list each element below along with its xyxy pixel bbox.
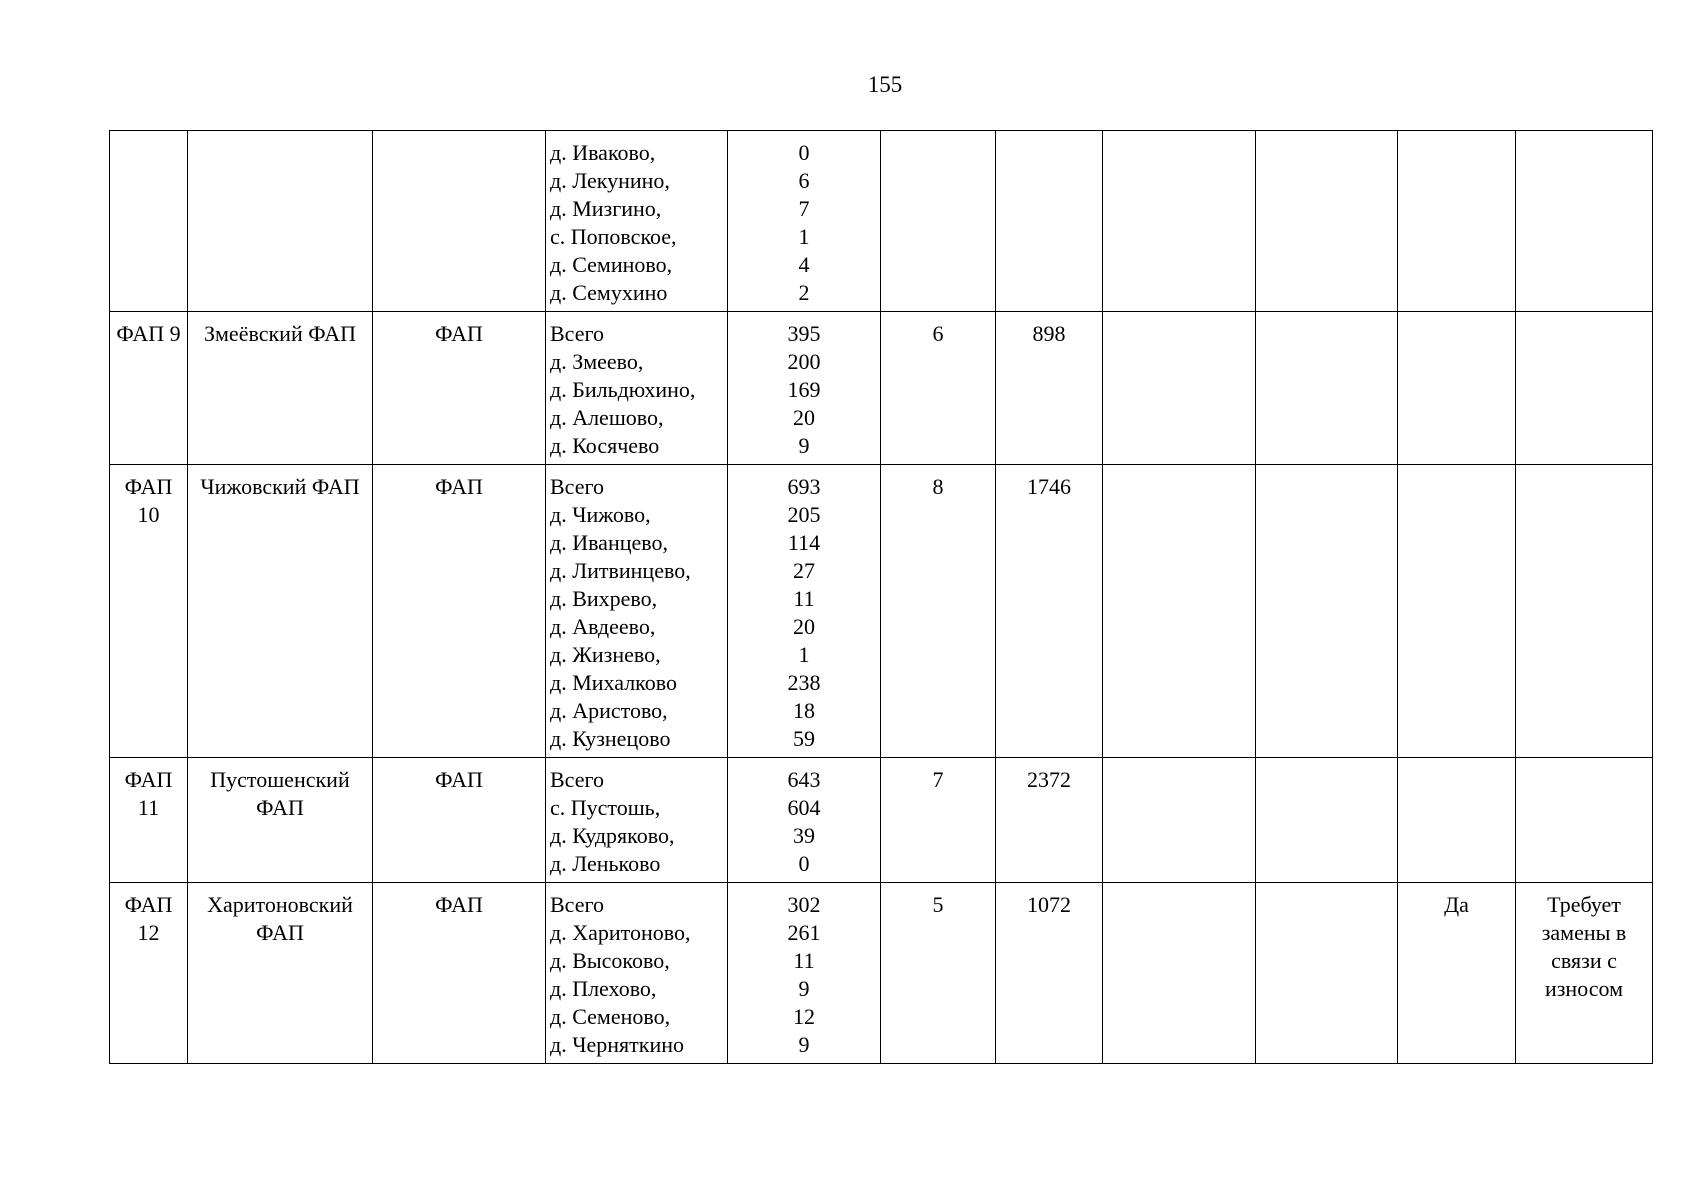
settlement-name: д. Лекунино,	[550, 168, 670, 193]
column-8-cell	[1103, 883, 1256, 1064]
settlement-name: д. Кузнецово	[550, 726, 671, 751]
column-10-cell	[1398, 312, 1516, 465]
settlement-name: д. Жизнево,	[550, 642, 661, 667]
settlement-name: д. Плехово,	[550, 976, 657, 1001]
column-6-cell	[881, 131, 996, 312]
population-value: 6	[798, 168, 810, 193]
column-6-cell	[881, 465, 996, 758]
table-body	[110, 131, 1653, 1064]
settlement-name: д. Литвинцево,	[550, 558, 691, 583]
fap-type-cell	[373, 883, 546, 1064]
population-cell	[728, 312, 881, 465]
settlement-name: д. Черняткино	[550, 1032, 684, 1057]
settlement-name: д. Иваково,	[550, 140, 656, 165]
settlement-name: Всего	[550, 767, 604, 792]
fap-name-cell	[188, 465, 373, 758]
notes-line: износом	[1544, 976, 1624, 1001]
column-6-value: 8	[932, 474, 944, 499]
population-value: 11	[793, 586, 815, 611]
population-cell	[728, 465, 881, 758]
column-8-cell	[1103, 312, 1256, 465]
fap-number-cell	[110, 465, 188, 758]
column-10-cell	[1398, 465, 1516, 758]
column-8-cell	[1103, 758, 1256, 883]
population-value: 395	[787, 321, 821, 346]
fap-type-cell	[373, 131, 546, 312]
population-value: 693	[787, 474, 821, 499]
settlement-name: д. Семиново,	[550, 252, 673, 277]
column-10-cell	[1398, 131, 1516, 312]
column-10-cell	[1398, 883, 1516, 1064]
settlement-name: с. Поповское,	[550, 224, 677, 249]
settlement-name: д. Косячево	[550, 433, 660, 458]
notes-cell	[1516, 465, 1653, 758]
column-7-value: 2372	[1027, 767, 1071, 792]
population-value: 200	[787, 349, 821, 374]
population-value: 2	[798, 280, 810, 305]
population-value: 302	[787, 892, 821, 917]
fap-number: ФАП 9	[116, 321, 181, 346]
column-10-value: Да	[1444, 892, 1469, 917]
fap-type: ФАП	[435, 767, 483, 792]
fap-type: ФАП	[435, 321, 483, 346]
population-value: 9	[798, 433, 810, 458]
fap-name: Пустошенский ФАП	[210, 767, 350, 820]
notes-line: Требует	[1547, 892, 1621, 917]
settlement-name: д. Семухино	[550, 280, 668, 305]
population-value: 114	[787, 530, 821, 555]
population-value: 261	[787, 920, 821, 945]
settlements-cell	[546, 465, 728, 758]
settlement-name: Всего	[550, 892, 604, 917]
column-7-cell	[996, 312, 1103, 465]
population-value: 643	[787, 767, 821, 792]
table-row	[110, 312, 1653, 465]
notes-line: замены в	[1541, 920, 1627, 945]
fap-type: ФАП	[435, 892, 483, 917]
fap-type: ФАП	[435, 474, 483, 499]
column-7-cell	[996, 131, 1103, 312]
table-row	[110, 758, 1653, 883]
fap-table	[109, 130, 1653, 1064]
population-value: 18	[793, 698, 815, 723]
column-9-cell	[1256, 883, 1398, 1064]
settlement-name: д. Змеево,	[550, 349, 644, 374]
settlements-cell	[546, 312, 728, 465]
settlement-name: д. Кудряково,	[550, 823, 675, 848]
population-value: 9	[798, 1032, 810, 1057]
population-value: 9	[798, 976, 810, 1001]
notes-cell	[1516, 758, 1653, 883]
population-value: 0	[798, 140, 810, 165]
settlement-name: д. Аристово,	[550, 698, 668, 723]
settlement-name: д. Семеново,	[550, 1004, 671, 1029]
settlement-name: Всего	[550, 321, 604, 346]
population-value: 11	[793, 948, 815, 973]
column-7-cell	[996, 758, 1103, 883]
fap-name: Харитоновский ФАП	[207, 892, 353, 945]
fap-number-cell	[110, 883, 188, 1064]
settlement-name: д. Мизгино,	[550, 196, 662, 221]
table-row	[110, 131, 1653, 312]
population-value: 604	[787, 795, 821, 820]
notes-cell	[1516, 131, 1653, 312]
column-8-cell	[1103, 465, 1256, 758]
column-8-cell	[1103, 131, 1256, 312]
population-value: 1	[798, 642, 810, 667]
column-10-cell	[1398, 758, 1516, 883]
column-9-cell	[1256, 312, 1398, 465]
settlement-name: д. Харитоново,	[550, 920, 691, 945]
column-6-value: 5	[932, 892, 944, 917]
column-6-cell	[881, 312, 996, 465]
fap-name-cell	[188, 883, 373, 1064]
fap-number-cell	[110, 312, 188, 465]
notes-cell	[1516, 312, 1653, 465]
settlement-name: Всего	[550, 474, 604, 499]
settlement-name: д. Чижово,	[550, 502, 651, 527]
fap-number: ФАП 12	[124, 892, 173, 945]
population-value: 20	[793, 614, 815, 639]
fap-name: Чижовский ФАП	[200, 474, 360, 499]
settlement-name: д. Михалково	[550, 670, 677, 695]
column-6-cell	[881, 758, 996, 883]
column-7-cell	[996, 883, 1103, 1064]
population-cell	[728, 131, 881, 312]
column-7-cell	[996, 465, 1103, 758]
population-value: 169	[787, 377, 821, 402]
settlements-cell	[546, 758, 728, 883]
column-6-value: 7	[932, 767, 944, 792]
column-9-cell	[1256, 758, 1398, 883]
fap-number: ФАП 10	[124, 474, 173, 527]
notes-line: связи с	[1551, 948, 1617, 973]
population-value: 12	[793, 1004, 815, 1029]
fap-type-cell	[373, 758, 546, 883]
column-7-value: 898	[1032, 321, 1066, 346]
settlement-name: д. Леньково	[550, 851, 661, 876]
fap-type-cell	[373, 465, 546, 758]
settlement-name: д. Авдеево,	[550, 614, 656, 639]
fap-name-cell	[188, 131, 373, 312]
population-value: 238	[787, 670, 821, 695]
settlement-name: д. Иванцево,	[550, 530, 668, 555]
fap-name-cell	[188, 758, 373, 883]
settlement-name: д. Вихрево,	[550, 586, 658, 611]
population-value: 39	[793, 823, 815, 848]
population-value: 59	[793, 726, 815, 751]
settlement-name: д. Высоково,	[550, 948, 670, 973]
fap-number: ФАП 11	[124, 767, 173, 820]
settlement-name: д. Бильдюхино,	[550, 377, 696, 402]
settlement-name: д. Алешово,	[550, 405, 664, 430]
column-6-value: 6	[932, 321, 944, 346]
page-number: 155	[867, 72, 903, 97]
settlement-name: с. Пустошь,	[550, 795, 661, 820]
table-row	[110, 465, 1653, 758]
fap-number-cell	[110, 131, 188, 312]
column-6-cell	[881, 883, 996, 1064]
fap-name-cell	[188, 312, 373, 465]
fap-number-cell	[110, 758, 188, 883]
population-value: 4	[798, 252, 810, 277]
population-value: 20	[793, 405, 815, 430]
settlements-cell	[546, 131, 728, 312]
table-row	[110, 883, 1653, 1064]
notes-cell	[1516, 883, 1653, 1064]
column-7-value: 1746	[1027, 474, 1071, 499]
population-cell	[728, 883, 881, 1064]
population-cell	[728, 758, 881, 883]
population-value: 205	[787, 502, 821, 527]
population-value: 7	[798, 196, 810, 221]
population-value: 1	[798, 224, 810, 249]
column-9-cell	[1256, 465, 1398, 758]
column-9-cell	[1256, 131, 1398, 312]
population-value: 27	[793, 558, 815, 583]
fap-name: Змеёвский ФАП	[203, 321, 356, 346]
fap-type-cell	[373, 312, 546, 465]
population-value: 0	[798, 851, 810, 876]
settlements-cell	[546, 883, 728, 1064]
column-7-value: 1072	[1027, 892, 1071, 917]
